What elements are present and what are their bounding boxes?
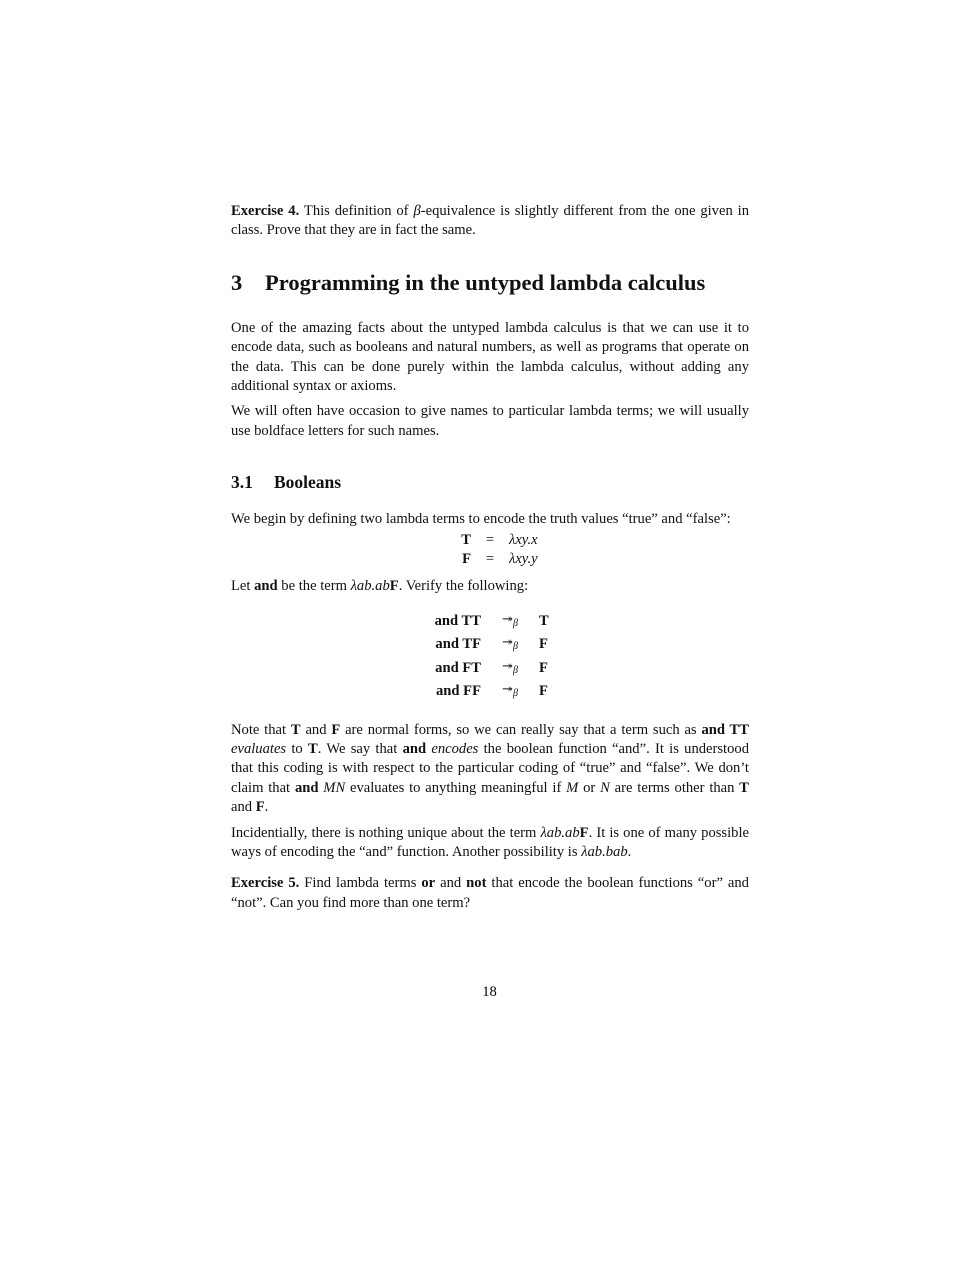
section-paragraph-1: One of the amazing facts about the untyped lambda calculus is that we can use it to encode data, such as booleans and natural numbers, as well as programs that operate on the data. This can be done purely within the lambda calculus, without adding any additional syntax or axioms. [231,319,749,395]
and-term-name: and [254,578,278,595]
and-term-lambda: λab.ab [350,578,390,595]
subsection-number: 3.1 [231,472,253,493]
note-text: are terms other than [609,779,740,796]
reduction-row [425,680,549,703]
note-text: are normal forms, so we can really say that a term such as [340,721,702,738]
term-and: and [294,779,319,796]
note-text: the boolean function “and”. It is understood that this coding is with respect to the particular coding of “true” and “false”. We don’t claim that [231,740,749,796]
definition-equals: = [485,531,495,548]
reduction-table [425,610,549,704]
definition-rhs: λxy.y [509,551,538,568]
note-text: Note that [231,721,291,738]
reduction-arrow [481,610,539,633]
note-text: to [286,740,308,757]
note-text: and [231,799,256,816]
emph-evaluates: evaluates [231,740,287,757]
term-t: T [290,721,301,738]
reduction-lhs: and FT [435,659,481,676]
incidentally-paragraph [231,824,749,863]
reduction-row [425,657,549,680]
let-and-prefix: Let [231,578,255,595]
subsection-heading [231,471,749,493]
page-content [231,202,749,913]
exercise-5-text: and [435,875,467,892]
reduction-rhs: T [539,612,549,629]
reduces-arrow-icon: ↠ [502,611,513,627]
beta-subscript: β [512,688,518,700]
reduction-arrow [481,680,539,703]
reduction-row [425,633,549,656]
definition-table [441,531,538,570]
reduction-row [425,610,549,633]
exercise-5-text: Find lambda terms [299,875,422,892]
normal-forms-paragraph [231,721,749,818]
beta-subscript: β [512,617,518,629]
reduction-lhs: and TT [434,612,481,629]
definition-lhs: F [462,551,471,568]
term-t: T [739,779,749,796]
note-text: and [300,721,332,738]
term-n: N [600,779,610,796]
and-term-f: F [389,578,399,595]
beta-subscript: β [512,641,518,653]
exercise-4 [231,202,749,241]
note-text: . We say that [317,740,403,757]
and-term-f: F [579,824,589,841]
term-and-tt: and TT [701,721,749,738]
section-number: 3 [231,269,243,295]
reduction-rhs: F [539,636,548,653]
definition-rhs: λxy.x [509,531,538,548]
emph-encodes: encodes [431,740,479,757]
term-t: T [308,740,318,757]
exercise-4-text-b: -equivalence is slightly different from the one given in class. Prove that they are in fact the same. [231,203,749,239]
note-text: or [578,779,601,796]
reduction-rhs: F [539,659,548,676]
let-and-suffix: . Verify the following: [398,578,529,595]
section-title: Programming in the untyped lambda calculus [265,269,706,295]
note-text: evaluates to anything meaningful if [345,779,567,796]
definition-row [441,531,538,550]
section-heading [231,269,749,297]
page-number: 18 [482,984,497,1000]
exercise-5-label: Exercise 5. [231,875,300,892]
exercise-4-label: Exercise 4. [231,203,300,219]
reduction-lhs: and FF [435,683,481,700]
let-and-middle: be the term [277,578,351,595]
reduction-arrow [481,633,539,656]
incidentally-text: . [627,843,632,860]
section-paragraph-2: We will often have occasion to give names to particular lambda terms; we will usually use boldface letters for such names. [231,403,749,439]
incidentally-text: Incidentially, there is nothing unique about the term [231,824,541,841]
incidentally-text: . It is one of many possible ways of encoding the “and” function. Another possibility is [231,824,749,860]
subsection-title: Booleans [274,472,342,493]
and-term-lambda: λab.ab [540,824,580,841]
exercise-5 [231,874,749,913]
term-f: F [331,721,341,738]
reduction-arrow [481,657,539,680]
term-m: M [566,779,579,796]
term-not: not [466,875,487,892]
term-and: and [402,740,427,757]
exercise-5-text: that encode the boolean functions “or” and “not”. Can you find more than one term? [231,875,749,911]
term-or: or [421,875,436,892]
term-f: F [255,799,265,816]
definition-row [441,550,538,569]
definition-equals: = [485,551,495,568]
reduction-rhs: F [539,683,548,700]
exercise-4-text-a: This definition of [303,203,414,219]
let-and-sentence [231,577,749,596]
reduction-lhs: and TF [435,636,481,653]
reduces-arrow-icon: ↠ [502,682,513,698]
booleans-paragraph: We begin by defining two lambda terms to encode the truth values “true” and “false”: [231,511,731,528]
reduces-arrow-icon: ↠ [502,635,513,651]
term-mn: MN [323,779,346,796]
beta-symbol: β [413,203,421,219]
alt-and-term: λab.bab [581,843,628,860]
definition-lhs: T [461,531,471,548]
beta-subscript: β [512,664,518,676]
note-text: . [264,799,269,816]
reduces-arrow-icon: ↠ [502,658,513,674]
